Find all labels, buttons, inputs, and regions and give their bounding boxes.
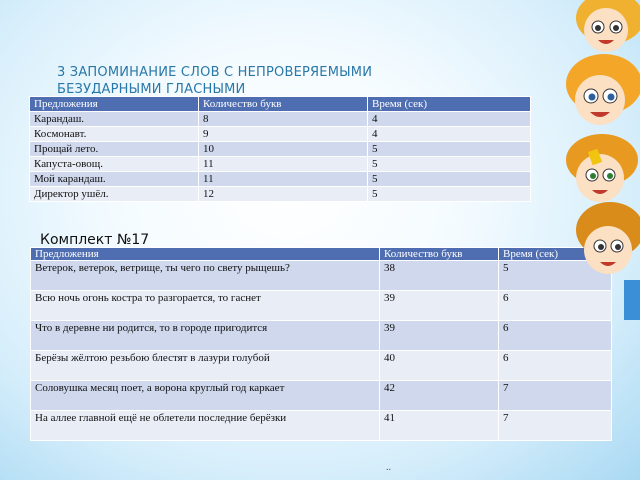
letters-cell: 11 — [199, 172, 368, 187]
letters-cell: 8 — [199, 112, 368, 127]
sentence-cell: Всю ночь огонь костра то разгорается, то гаснет — [31, 291, 380, 321]
table-row — [31, 261, 612, 291]
table-row — [31, 411, 612, 441]
sentence-cell: Директор ушёл. — [30, 187, 199, 202]
sentence-cell: Соловушка месяц поет, а ворона круглый год каркает — [31, 381, 380, 411]
table-row — [30, 112, 531, 127]
letters-time-table-2 — [30, 247, 612, 441]
slide-title: 3 ЗАПОМИНАНИЕ СЛОВ С НЕПРОВЕРЯЕМЫМИ БЕЗУДАРНЫМИ ГЛАСНЫМИ — [57, 65, 373, 94]
table-row — [31, 321, 612, 351]
time-cell: 6 — [499, 321, 612, 351]
time-cell: 5 — [368, 142, 531, 157]
letters-time-table-1 — [29, 96, 531, 202]
sentence-cell: Капуста-овощ. — [30, 157, 199, 172]
sentence-cell: Космонавт. — [30, 127, 199, 142]
set-label: Комплект №17 — [40, 232, 150, 248]
column-header: Предложения — [31, 248, 380, 261]
sentence-cell: Карандаш. — [30, 112, 199, 127]
sentence-cell: Что в деревне ни родится, то в городе пригодится — [31, 321, 380, 351]
time-cell: 5 — [368, 187, 531, 202]
sentence-cell: Ветерок, ветерок, ветрище, ты чего по свету рыщешь? — [31, 261, 380, 291]
letters-cell: 11 — [199, 157, 368, 172]
column-header: Количество букв — [199, 97, 368, 112]
letters-cell: 40 — [380, 351, 499, 381]
time-cell: 6 — [499, 291, 612, 321]
time-cell: 7 — [499, 411, 612, 441]
time-cell: 7 — [499, 381, 612, 411]
footer-mark: .. — [386, 462, 391, 473]
table-row — [30, 142, 531, 157]
column-header: Количество букв — [380, 248, 499, 261]
table-row — [31, 351, 612, 381]
time-cell: 5 — [368, 172, 531, 187]
table-row — [30, 127, 531, 142]
letters-cell: 42 — [380, 381, 499, 411]
table-row — [31, 381, 612, 411]
table-row — [30, 187, 531, 202]
time-cell: 4 — [368, 127, 531, 142]
time-cell: 5 — [368, 157, 531, 172]
letters-cell: 38 — [380, 261, 499, 291]
sentence-cell: На аллее главной ещё не облетели последние берёзки — [31, 411, 380, 441]
sentence-cell: Мой карандаш. — [30, 172, 199, 187]
table-row — [30, 157, 531, 172]
letters-cell: 9 — [199, 127, 368, 142]
time-cell: 5 — [499, 261, 612, 291]
sentence-cell: Берёзы жёлтою резьбою блестят в лазури голубой — [31, 351, 380, 381]
column-header: Время (сек) — [499, 248, 612, 261]
letters-cell: 39 — [380, 321, 499, 351]
cartoon-children-icon — [540, 0, 640, 320]
letters-cell: 12 — [199, 187, 368, 202]
sentence-cell: Прощай лето. — [30, 142, 199, 157]
letters-cell: 41 — [380, 411, 499, 441]
time-cell: 4 — [368, 112, 531, 127]
column-header: Время (сек) — [368, 97, 531, 112]
letters-cell: 39 — [380, 291, 499, 321]
time-cell: 6 — [499, 351, 612, 381]
table-row — [31, 291, 612, 321]
column-header: Предложения — [30, 97, 199, 112]
letters-cell: 10 — [199, 142, 368, 157]
table-row — [30, 172, 531, 187]
